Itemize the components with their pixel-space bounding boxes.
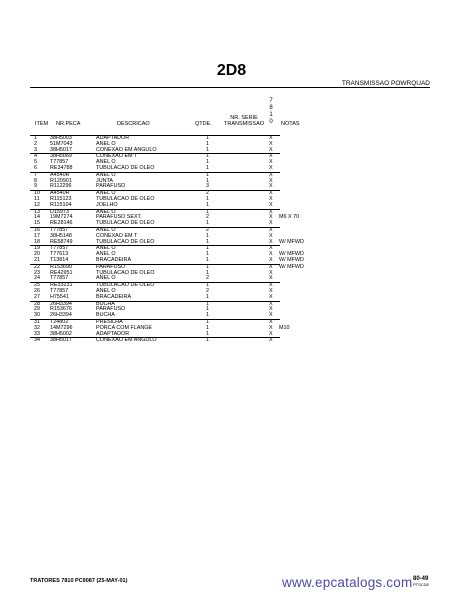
col-header-part: NR.PECA [56,121,81,127]
cell-part: R112296 [50,183,72,190]
cell-x: X [269,306,273,313]
cell-desc: PARAFUSO [96,183,126,190]
cell-part: T77613 [50,251,69,258]
cell-item: 11 [34,195,40,202]
cell-part: T77857 [50,245,69,252]
cell-part: RE33231 [50,282,73,289]
cell-qty: 1 [206,171,209,178]
cell-part: 19M7274 [50,214,73,221]
col-header-item: ITEM [35,121,49,127]
cell-item: 22 [34,263,40,270]
cell-x: X [269,208,273,215]
cell-qty: 2 [206,275,209,282]
cell-x: X [269,195,273,202]
cell-desc: PORCA COM FLANGE [96,324,153,331]
cell-item: 16 [34,226,40,233]
cell-desc: ANEL O [96,140,116,147]
cell-x: X [269,330,273,337]
cell-part: 38H5069 [50,153,72,160]
cell-part: 38H5017 [50,337,72,344]
cell-desc: TUBULACAO DE OLEO [96,220,155,227]
cell-desc: ANEL O [96,275,116,282]
cell-item: 6 [34,164,37,171]
cell-qty: 1 [206,159,209,166]
cell-item: 3 [34,146,37,153]
cell-item: 30 [34,312,40,319]
cell-part: 26H3394 [50,300,72,307]
cell-desc: ANEL O [96,226,116,233]
cell-item: 23 [34,269,40,276]
cell-x: X [269,263,273,270]
cell-x: X [269,183,273,190]
cell-desc: ADAPTADOR [96,330,130,337]
cell-desc: TUBULACAO DE OLEO [96,164,155,171]
cell-desc: CONEXAO EM T [96,153,138,160]
cell-x: X [269,153,273,160]
cell-qty: 1 [206,238,209,245]
cell-qty: 1 [206,208,209,215]
cell-part: 14M7296 [50,324,73,331]
cell-qty: 1 [206,201,209,208]
cell-note: W/ MFWD [279,251,304,258]
cell-item: 17 [34,232,40,239]
cell-desc: ADAPTADOR [96,135,130,141]
cell-desc: TUBULACAO DE OLEO [96,282,155,289]
cell-part: 38H5002 [50,330,72,337]
cell-x: X [269,159,273,166]
cell-desc: TUBULACAO DE OLEO [96,269,155,276]
watermark: www.epcatalogs.com [282,575,413,590]
cell-x: X [269,251,273,258]
cell-part: R120901 [50,177,72,184]
cell-item: 15 [34,220,40,227]
cell-x: X [269,171,273,178]
cell-desc: ANEL O [96,159,116,166]
cell-desc: PARAFUSO [96,263,126,270]
cell-x: X [269,318,273,325]
cell-part: 26H3394 [50,312,72,319]
cell-item: 14 [34,214,40,221]
cell-x: X [269,238,273,245]
cell-item: 2 [34,140,37,147]
cell-x: X [269,300,273,307]
cell-qty: 1 [206,318,209,325]
cell-item: 33 [34,330,40,337]
cell-qty: 1 [206,140,209,147]
cell-item: 28 [34,300,40,307]
cell-item: 9 [34,183,37,190]
cell-desc: ANEL O [96,171,116,178]
cell-note: M6 X 70 [279,214,300,221]
cell-part: D15973 [50,208,69,215]
cell-qty: 1 [206,251,209,258]
footer-catalog-info: TRATORES 7810 PC9087 (25-MAY-01) [30,578,128,584]
cell-desc: ANEL O [96,190,116,197]
cell-qty: 1 [206,324,209,331]
cell-x: X [269,135,273,141]
page-title: 2D8 [216,62,247,79]
cell-part: R153676 [50,306,72,313]
cell-item: 24 [34,275,40,282]
cell-part: A4540R [50,171,70,178]
cell-desc: BUCHA [96,300,115,307]
cell-item: 12 [34,201,40,208]
cell-x: X [269,220,273,227]
cell-x: X [269,226,273,233]
cell-note: W/ MFWD [279,263,304,270]
cell-x: X [269,293,273,300]
cell-item: 1 [34,135,37,141]
footer-page-number: 80-49 PTSCDE [413,576,430,587]
cell-item: 13 [34,208,40,215]
cell-qty: 1 [206,164,209,171]
col-header-serial: NR. SERIE TRANSMISSAO [224,115,265,127]
cell-part: T77857 [50,275,69,282]
cell-x: X [269,177,273,184]
cell-item: 10 [34,190,40,197]
cell-desc: ANEL O [96,287,116,294]
cell-qty: 2 [206,214,209,221]
cell-item: 20 [34,251,40,258]
cell-desc: TUBULACAO DE OLEO [96,195,155,202]
cell-qty: 1 [206,263,209,270]
cell-qty: 1 [206,177,209,184]
parts-table [30,135,304,344]
cell-x: X [269,269,273,276]
cell-part: R115123 [50,195,72,202]
cell-item: 5 [34,159,37,166]
cell-x: X [269,287,273,294]
cell-part: 38H5003 [50,135,72,141]
col-header-qty: QTDE. [195,121,212,127]
cell-x: X [269,214,273,221]
header-divider [30,87,430,88]
cell-qty: 1 [206,300,209,307]
cell-item: 7 [34,171,37,178]
cell-desc: JUNTA [96,177,113,184]
cell-desc: PRESILHA [96,318,123,325]
cell-qty: 1 [206,146,209,153]
cell-qty: 1 [206,135,209,141]
table-row [30,337,280,344]
cell-note: W/ MFWD [279,238,304,245]
cell-qty: 2 [206,190,209,197]
cell-item: 26 [34,287,40,294]
cell-part: A4540R [50,190,70,197]
cell-part: RE42951 [50,269,73,276]
cell-qty: 1 [206,245,209,252]
cell-part: RE58749 [50,238,73,245]
cell-note: W/ MFWD [279,256,304,263]
cell-part: H75541 [50,293,69,300]
cell-x: X [269,190,273,197]
cell-part: R115104 [50,201,72,208]
cell-item: 18 [34,238,40,245]
cell-desc: JOELHO [96,201,118,208]
cell-item: 29 [34,306,40,313]
cell-qty: 1 [206,153,209,160]
cell-item: 25 [34,282,40,289]
cell-qty: 2 [206,226,209,233]
cell-qty: 1 [206,330,209,337]
col-header-desc: DESCRICAO [117,121,150,127]
cell-x: X [269,232,273,239]
cell-part: R153690 [50,263,72,270]
cell-qty: 1 [206,282,209,289]
cell-note: M10 [279,324,290,331]
cell-desc: BRACADEIRA [96,256,132,263]
cell-desc: ANEL O [96,245,116,252]
cell-part: T77857 [50,159,69,166]
cell-x: X [269,256,273,263]
cell-part: RE28146 [50,220,73,227]
cell-desc: CONEXAO EM ANGULO [96,146,157,153]
cell-desc: BRACADEIRA [96,293,132,300]
cell-part: 38H5017 [50,146,72,153]
cell-qty: 1 [206,232,209,239]
cell-item: 21 [34,256,40,263]
cell-qty: 1 [206,312,209,319]
cell-item: 8 [34,177,37,184]
cell-x: X [269,201,273,208]
cell-part: 51M7043 [50,140,73,147]
cell-qty: 1 [206,293,209,300]
cell-qty: 1 [206,269,209,276]
cell-x: X [269,164,273,171]
cell-qty: 1 [206,256,209,263]
cell-part: RE34788 [50,164,73,171]
cell-qty: 1 [206,195,209,202]
section-title: TRANSMISSAO POWRQUAD [341,80,430,87]
cell-qty: 1 [206,337,209,344]
cell-desc: TUBULACAO DE OLEO [96,238,155,245]
serial-vertical-label: 7 8 1 0 [269,98,273,125]
cell-x: X [269,337,273,344]
cell-item: 31 [34,318,40,325]
col-header-notes: NOTAS [281,121,300,127]
cell-x: X [269,275,273,282]
cell-qty: 2 [206,287,209,294]
cell-x: X [269,245,273,252]
cell-part: T77857 [50,287,69,294]
cell-part: 38H5148 [50,232,72,239]
cell-x: X [269,140,273,147]
cell-qty: 1 [206,220,209,227]
cell-desc: CONEXAO EM ANGULO [96,337,157,344]
cell-desc: CONEXAO EM T [96,232,138,239]
cell-desc: BUCHA [96,312,115,319]
cell-item: 27 [34,293,40,300]
cell-desc: ANEL O [96,251,116,258]
cell-qty: 3 [206,183,209,190]
cell-x: X [269,312,273,319]
cell-part: T24802 [50,318,69,325]
cell-part: T13814 [50,256,69,263]
cell-qty: 1 [206,306,209,313]
cell-item: 4 [34,153,37,160]
cell-item: 32 [34,324,40,331]
cell-x: X [269,324,273,331]
cell-x: X [269,146,273,153]
cell-desc: PARAFUSO SEXT. [96,214,142,221]
cell-item: 19 [34,245,40,252]
cell-desc: ANEL O [96,208,116,215]
cell-item: 34 [34,337,40,344]
cell-x: X [269,282,273,289]
cell-part: T77857 [50,226,69,233]
cell-desc: PARAFUSO [96,306,126,313]
